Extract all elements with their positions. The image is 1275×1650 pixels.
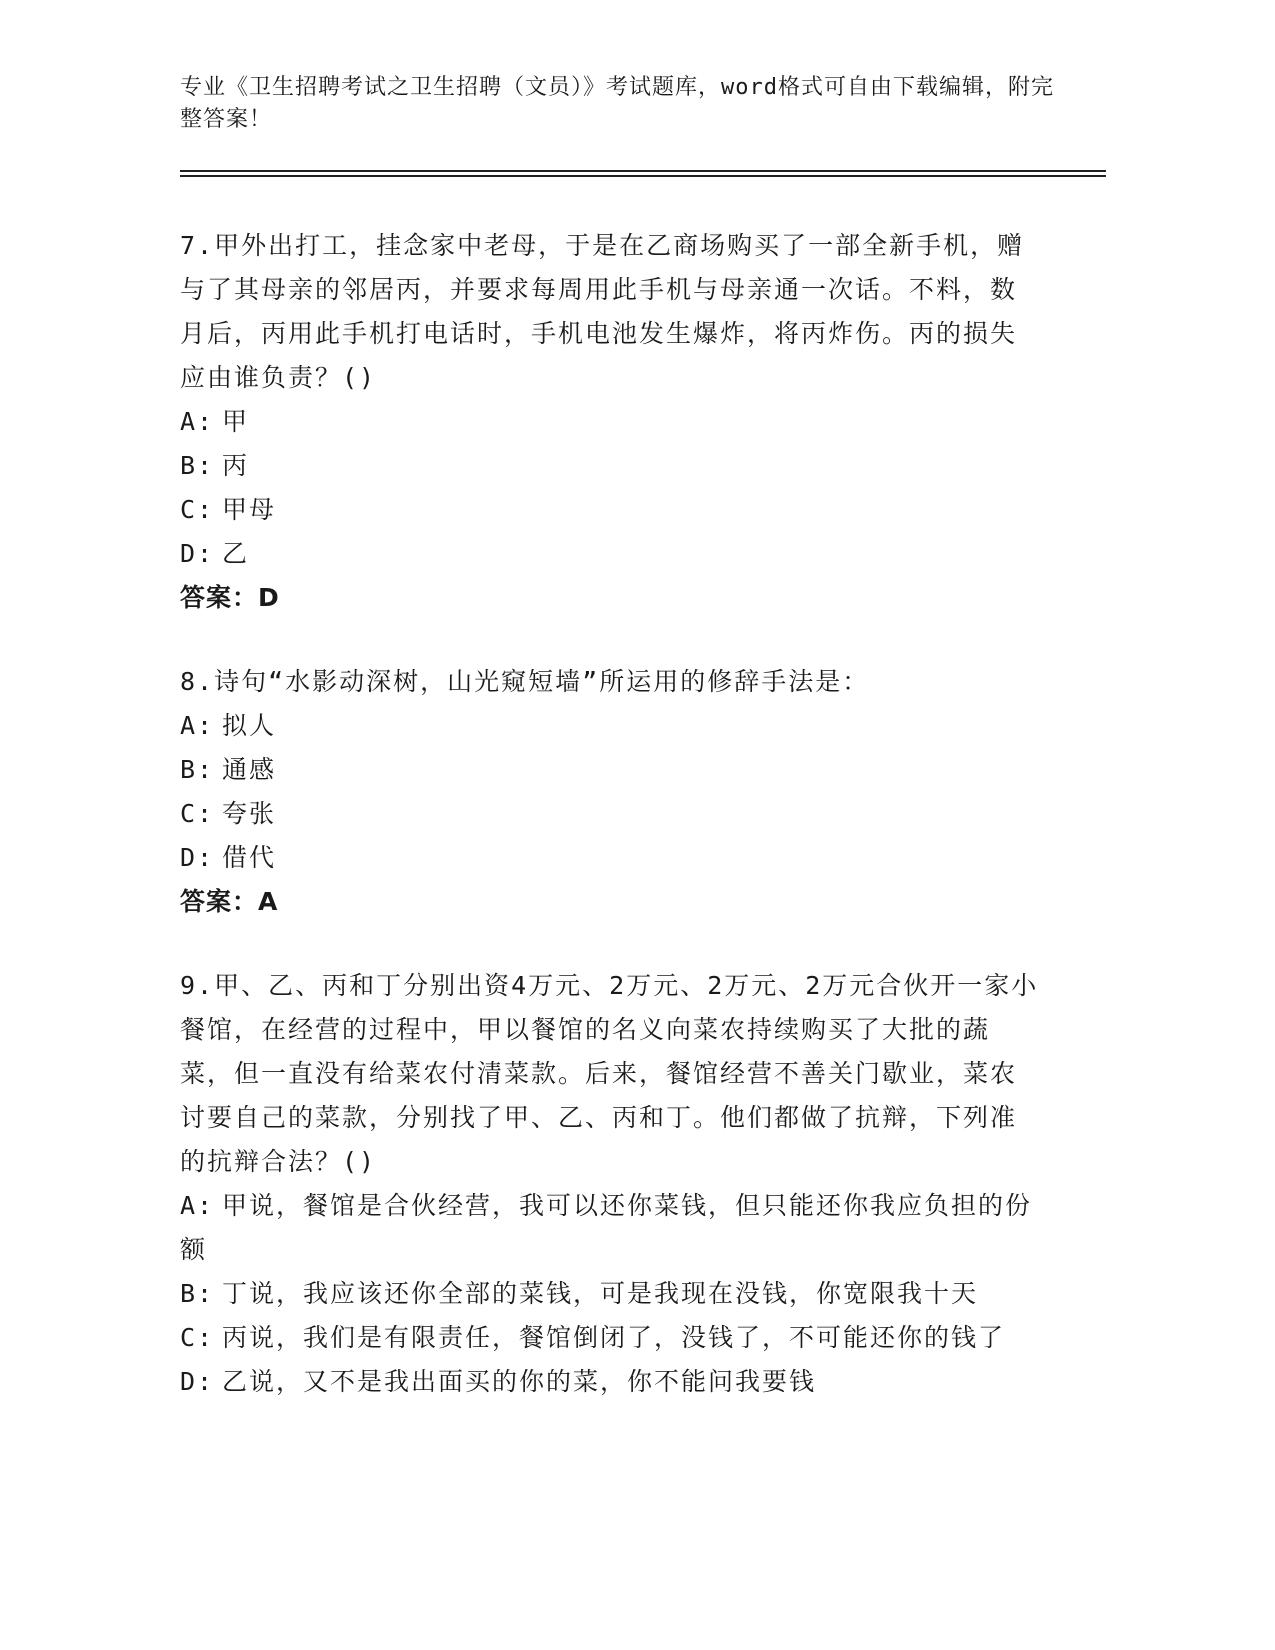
question-text: 8.诗句“水影动深树，山光窥短墙”所运用的修辞手法是：: [180, 667, 870, 696]
option-label: A:: [180, 711, 215, 740]
question-8: [180, 660, 1040, 924]
option-b: [180, 1272, 1040, 1316]
option-a: [180, 704, 1040, 748]
option-d: [180, 532, 1040, 576]
document-header: [180, 72, 1060, 136]
option-text: 通感: [222, 755, 277, 784]
option-text: 乙说，又不是我出面买的你的菜，你不能问我要钱: [222, 1367, 817, 1396]
option-text: 丙说，我们是有限责任，餐馆倒闭了，没钱了，不可能还你的钱了: [222, 1323, 1006, 1352]
option-d: [180, 836, 1040, 880]
option-c: [180, 792, 1040, 836]
option-text: 甲说，餐馆是合伙经营，我可以还你菜钱，但只能还你我应负担的份额: [180, 1191, 1033, 1264]
header-divider-top: [180, 170, 1106, 172]
option-label: D:: [180, 843, 215, 872]
option-text: 乙: [222, 539, 250, 568]
option-a: [180, 1184, 1040, 1272]
option-b: [180, 748, 1040, 792]
option-text: 丙: [222, 451, 250, 480]
header-divider-bottom: [180, 175, 1106, 177]
option-label: D:: [180, 1367, 215, 1396]
option-label: C:: [180, 799, 215, 828]
option-text: 丁说，我应该还你全部的菜钱，可是我现在没钱，你宽限我十天: [222, 1279, 979, 1308]
option-text: 甲母: [222, 495, 277, 524]
option-label: C:: [180, 495, 215, 524]
question-9: [180, 964, 1040, 1404]
option-b: [180, 444, 1040, 488]
option-label: D:: [180, 539, 215, 568]
option-label: B:: [180, 1279, 215, 1308]
option-label: A:: [180, 1191, 215, 1220]
option-text: 夸张: [222, 799, 277, 828]
option-text: 拟人: [222, 711, 277, 740]
question-7: [180, 224, 1040, 620]
header-title: 专业《卫生招聘考试之卫生招聘（文员）》考试题库，word格式可自由下载编辑，附完整答案！: [180, 75, 1054, 132]
answer-text: 答案：A: [180, 887, 279, 916]
option-c: [180, 1316, 1040, 1360]
option-text: 甲: [222, 407, 250, 436]
option-c: [180, 488, 1040, 532]
option-a: [180, 400, 1040, 444]
option-label: B:: [180, 755, 215, 784]
question-text: 7.甲外出打工，挂念家中老母，于是在乙商场购买了一部全新手机，赠与了其母亲的邻居丙，并要求每周用此手机与母亲通一次话。不料，数月后，丙用此手机打电话时，手机电池发生爆炸，将丙炸伤。丙的损失应由谁负责？(): [180, 231, 1025, 392]
answer-text: 答案：D: [180, 583, 280, 612]
question-text: 9.甲、乙、丙和丁分别出资4万元、2万元、2万元、2万元合伙开一家小餐馆，在经营的过程中，甲以餐馆的名义向菜农持续购买了大批的蔬菜，但一直没有给菜农付清菜款。后来，餐馆经营不善关门歇业，菜农讨要自己的菜款，分别找了甲、乙、丙和丁。他们都做了抗辩，下列准的抗辩合法？(): [180, 971, 1039, 1176]
option-label: B:: [180, 451, 215, 480]
option-text: 借代: [222, 843, 277, 872]
option-d: [180, 1360, 1040, 1404]
option-label: C:: [180, 1323, 215, 1352]
option-label: A:: [180, 407, 215, 436]
